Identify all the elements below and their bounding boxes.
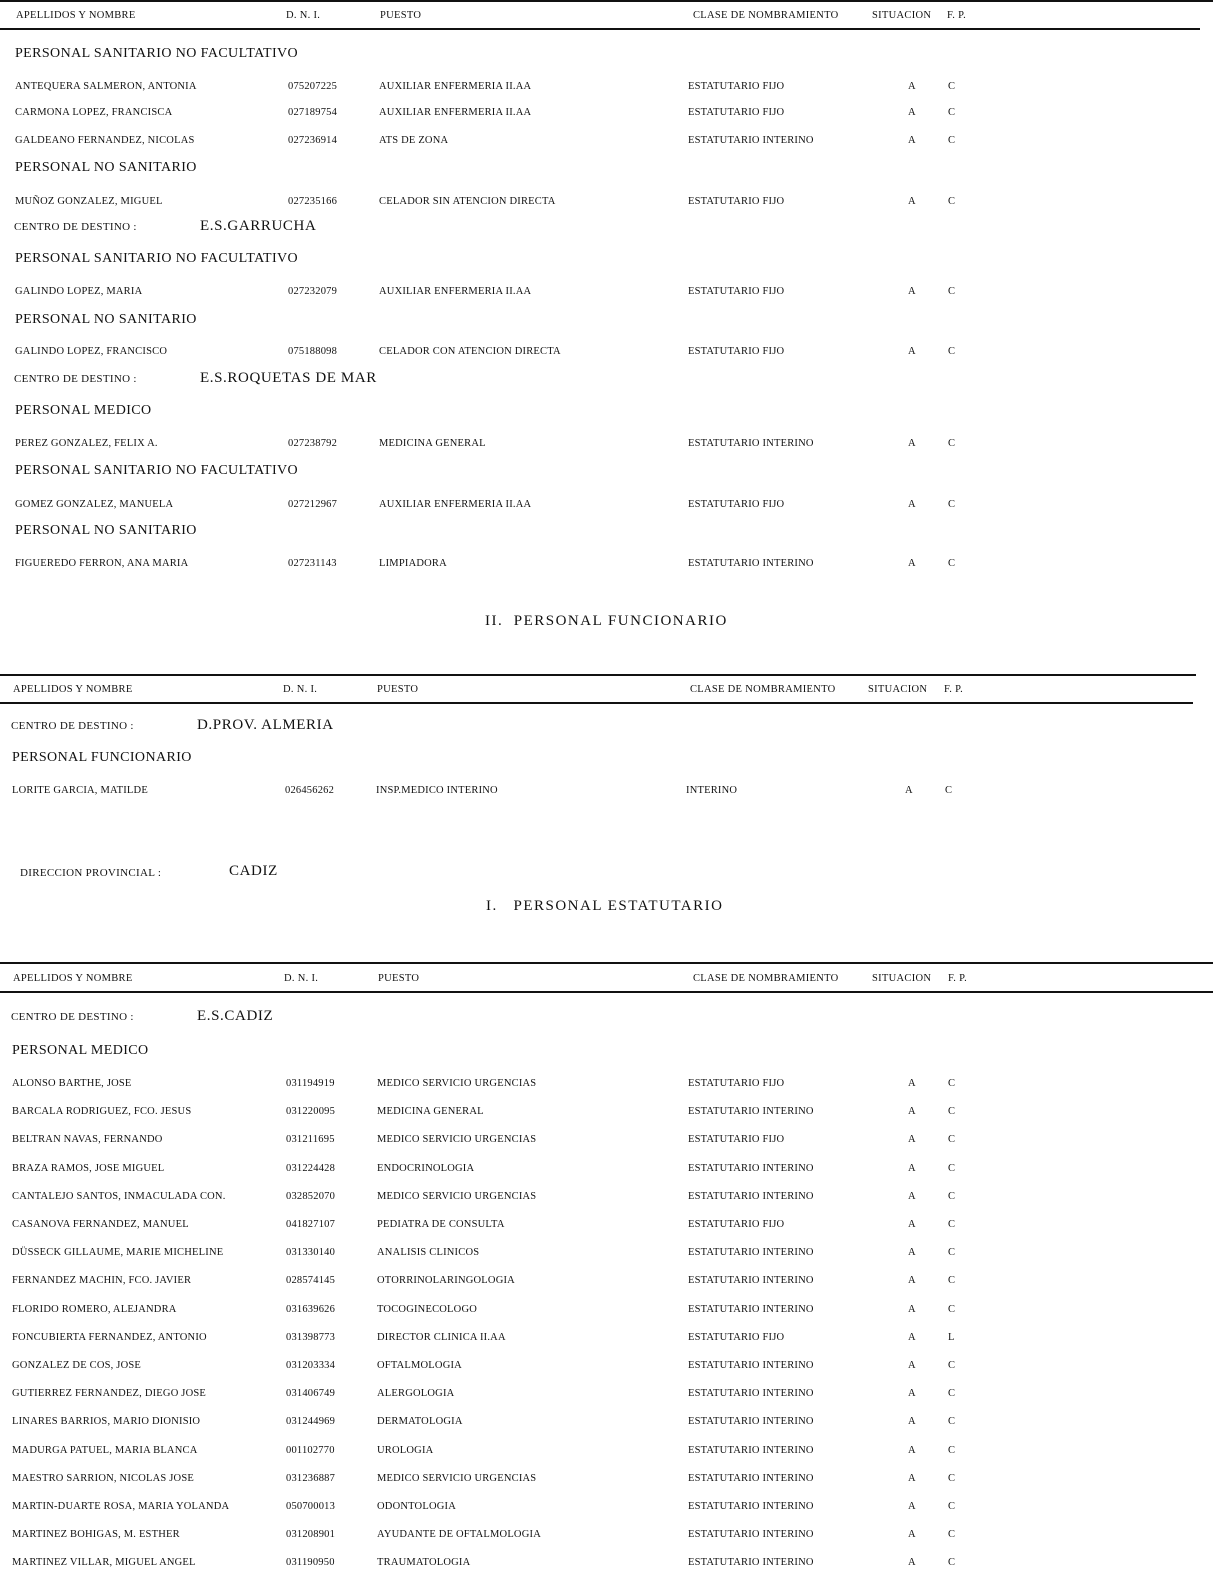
group-title: PERSONAL SANITARIO NO FACULTATIVO	[15, 46, 299, 61]
dni-cell: 032852070	[286, 1191, 336, 1202]
puesto-cell: AUXILIAR ENFERMERIA II.AA	[379, 107, 532, 118]
name-cell: GALINDO LOPEZ, MARIA	[15, 286, 143, 297]
col-header-puesto: PUESTO	[377, 684, 419, 695]
dni-cell: 031190950	[286, 1557, 335, 1568]
fp-cell: C	[948, 1275, 956, 1286]
group-title: PERSONAL NO SANITARIO	[15, 160, 197, 175]
fp-cell: C	[948, 1416, 956, 1427]
puesto-cell: MEDICINA GENERAL	[377, 1106, 484, 1117]
centro-destino-label: CENTRO DE DESTINO :	[11, 1011, 134, 1023]
group-title: PERSONAL MEDICO	[15, 403, 152, 418]
col-header-apellidos: APELLIDOS Y NOMBRE	[13, 973, 133, 984]
header-bottom-rule	[0, 28, 1200, 30]
situacion-cell: A	[908, 1163, 916, 1174]
situacion-cell: A	[908, 1360, 916, 1371]
col-header-situacion: SITUACION	[868, 684, 928, 695]
clase-cell: ESTATUTARIO FIJO	[688, 346, 785, 357]
clase-cell: ESTATUTARIO INTERINO	[688, 1529, 814, 1540]
col-header-puesto: PUESTO	[378, 973, 420, 984]
name-cell: FERNANDEZ MACHIN, FCO. JAVIER	[12, 1275, 192, 1286]
name-cell: GALDEANO FERNANDEZ, NICOLAS	[15, 135, 195, 146]
fp-cell: C	[948, 107, 956, 118]
puesto-cell: ODONTOLOGIA	[377, 1501, 456, 1512]
clase-cell: ESTATUTARIO FIJO	[688, 1219, 785, 1230]
dni-cell: 027232079	[288, 286, 338, 297]
col-header-situacion: SITUACION	[872, 973, 932, 984]
fp-cell: C	[948, 286, 956, 297]
group-title: PERSONAL SANITARIO NO FACULTATIVO	[15, 463, 299, 478]
clase-cell: ESTATUTARIO INTERINO	[688, 1247, 814, 1258]
situacion-cell: A	[908, 1219, 916, 1230]
dni-cell: 031398773	[286, 1332, 336, 1343]
fp-cell: C	[948, 1219, 956, 1230]
col-header-puesto: PUESTO	[380, 10, 422, 21]
section-title-funcionario: II. PERSONAL FUNCIONARIO	[485, 613, 728, 629]
name-cell: PEREZ GONZALEZ, FELIX A.	[15, 438, 158, 449]
fp-cell: L	[948, 1332, 955, 1343]
clase-cell: ESTATUTARIO FIJO	[688, 499, 785, 510]
name-cell: LORITE GARCIA, MATILDE	[12, 785, 148, 796]
col-header-apellidos: APELLIDOS Y NOMBRE	[13, 684, 133, 695]
fp-cell: C	[948, 1388, 956, 1399]
puesto-cell: DERMATOLOGIA	[377, 1416, 463, 1427]
clase-cell: ESTATUTARIO INTERINO	[688, 1501, 814, 1512]
col-header-fp: F. P.	[948, 973, 968, 984]
situacion-cell: A	[908, 1078, 916, 1089]
situacion-cell: A	[908, 1247, 916, 1258]
puesto-cell: ALERGOLOGIA	[377, 1388, 455, 1399]
col-header-dni: D. N. I.	[286, 10, 321, 21]
situacion-cell: A	[908, 499, 916, 510]
situacion-cell: A	[908, 1445, 916, 1456]
direccion-provincial-label: DIRECCION PROVINCIAL :	[20, 867, 162, 879]
situacion-cell: A	[908, 81, 916, 92]
name-cell: CARMONA LOPEZ, FRANCISCA	[15, 107, 173, 118]
col-header-dni: D. N. I.	[284, 973, 319, 984]
puesto-cell: MEDICINA GENERAL	[379, 438, 486, 449]
clase-cell: ESTATUTARIO INTERINO	[688, 438, 814, 449]
puesto-cell: AUXILIAR ENFERMERIA II.AA	[379, 499, 532, 510]
header-top-rule	[0, 0, 1213, 2]
name-cell: MARTIN-DUARTE ROSA, MARIA YOLANDA	[12, 1501, 230, 1512]
situacion-cell: A	[908, 1388, 916, 1399]
puesto-cell: ENDOCRINOLOGIA	[377, 1163, 475, 1174]
situacion-cell: A	[908, 1332, 916, 1343]
name-cell: BELTRAN NAVAS, FERNANDO	[12, 1134, 163, 1145]
clase-cell: ESTATUTARIO INTERINO	[688, 135, 814, 146]
name-cell: BARCALA RODRIGUEZ, FCO. JESUS	[12, 1106, 192, 1117]
fp-cell: C	[948, 1501, 956, 1512]
dni-cell: 028574145	[286, 1275, 336, 1286]
fp-cell: C	[948, 135, 956, 146]
header-bottom-rule	[0, 991, 1213, 993]
situacion-cell: A	[908, 1557, 916, 1568]
name-cell: CASANOVA FERNANDEZ, MANUEL	[12, 1219, 189, 1230]
dni-cell: 031236887	[286, 1473, 336, 1484]
fp-cell: C	[948, 1557, 956, 1568]
situacion-cell: A	[908, 1191, 916, 1202]
group-title: PERSONAL NO SANITARIO	[15, 523, 197, 538]
col-header-fp: F. P.	[947, 10, 967, 21]
centro-destino-name: E.S.CADIZ	[197, 1008, 274, 1024]
puesto-cell: LIMPIADORA	[379, 558, 447, 569]
clase-cell: ESTATUTARIO FIJO	[688, 196, 785, 207]
fp-cell: C	[948, 1134, 956, 1145]
fp-cell: C	[948, 1163, 956, 1174]
fp-cell: C	[948, 196, 956, 207]
clase-cell: ESTATUTARIO INTERINO	[688, 1106, 814, 1117]
header-bottom-rule	[0, 702, 1193, 704]
header-top-rule	[0, 962, 1213, 964]
name-cell: FIGUEREDO FERRON, ANA MARIA	[15, 558, 189, 569]
dni-cell: 031330140	[286, 1247, 336, 1258]
situacion-cell: A	[908, 135, 916, 146]
dni-cell: 031194919	[286, 1078, 335, 1089]
puesto-cell: OTORRINOLARINGOLOGIA	[377, 1275, 515, 1286]
fp-cell: C	[948, 1304, 956, 1315]
centro-destino-label: CENTRO DE DESTINO :	[11, 720, 134, 732]
clase-cell: ESTATUTARIO FIJO	[688, 81, 785, 92]
name-cell: MARTINEZ VILLAR, MIGUEL ANGEL	[12, 1557, 196, 1568]
clase-cell: ESTATUTARIO INTERINO	[688, 1388, 814, 1399]
dni-cell: 026456262	[285, 785, 335, 796]
puesto-cell: CELADOR SIN ATENCION DIRECTA	[379, 196, 556, 207]
dni-cell: 027235166	[288, 196, 338, 207]
group-title: PERSONAL MEDICO	[12, 1043, 149, 1058]
situacion-cell: A	[908, 346, 916, 357]
header-top-rule	[0, 674, 1196, 676]
dni-cell: 027231143	[288, 558, 337, 569]
fp-cell: C	[948, 1445, 956, 1456]
fp-cell: C	[948, 1191, 956, 1202]
direccion-provincial-value: CADIZ	[229, 863, 278, 879]
situacion-cell: A	[905, 785, 913, 796]
situacion-cell: A	[908, 1529, 916, 1540]
clase-cell: INTERINO	[686, 785, 738, 796]
fp-cell: C	[948, 438, 956, 449]
clase-cell: ESTATUTARIO FIJO	[688, 286, 785, 297]
puesto-cell: DIRECTOR CLINICA II.AA	[377, 1332, 506, 1343]
centro-destino-name: E.S.ROQUETAS DE MAR	[200, 370, 377, 386]
situacion-cell: A	[908, 1473, 916, 1484]
fp-cell: C	[948, 558, 956, 569]
col-header-situacion: SITUACION	[872, 10, 932, 21]
name-cell: GUTIERREZ FERNANDEZ, DIEGO JOSE	[12, 1388, 207, 1399]
centro-destino-name: E.S.GARRUCHA	[200, 218, 317, 234]
name-cell: ANTEQUERA SALMERON, ANTONIA	[15, 81, 197, 92]
clase-cell: ESTATUTARIO INTERINO	[688, 1191, 814, 1202]
situacion-cell: A	[908, 107, 916, 118]
col-header-clase: CLASE DE NOMBRAMIENTO	[693, 10, 839, 21]
puesto-cell: INSP.MEDICO INTERINO	[376, 785, 498, 796]
dni-cell: 031203334	[286, 1360, 336, 1371]
section-title-estatutario: I. PERSONAL ESTATUTARIO	[486, 898, 724, 914]
centro-destino-label: CENTRO DE DESTINO :	[14, 221, 137, 233]
dni-cell: 075188098	[288, 346, 338, 357]
clase-cell: ESTATUTARIO FIJO	[688, 1078, 785, 1089]
dni-cell: 031211695	[286, 1134, 335, 1145]
dni-cell: 075207225	[288, 81, 338, 92]
clase-cell: ESTATUTARIO INTERINO	[688, 1304, 814, 1315]
situacion-cell: A	[908, 1275, 916, 1286]
name-cell: ALONSO BARTHE, JOSE	[12, 1078, 132, 1089]
puesto-cell: TOCOGINECOLOGO	[377, 1304, 478, 1315]
dni-cell: 031406749	[286, 1388, 336, 1399]
name-cell: FONCUBIERTA FERNANDEZ, ANTONIO	[12, 1332, 207, 1343]
puesto-cell: PEDIATRA DE CONSULTA	[377, 1219, 505, 1230]
group-title: PERSONAL SANITARIO NO FACULTATIVO	[15, 251, 299, 266]
puesto-cell: AUXILIAR ENFERMERIA II.AA	[379, 81, 532, 92]
fp-cell: C	[945, 785, 953, 796]
fp-cell: C	[948, 1473, 956, 1484]
clase-cell: ESTATUTARIO FIJO	[688, 1332, 785, 1343]
fp-cell: C	[948, 1106, 956, 1117]
clase-cell: ESTATUTARIO INTERINO	[688, 1557, 814, 1568]
dni-cell: 027212967	[288, 499, 338, 510]
dni-cell: 031639626	[286, 1304, 336, 1315]
dni-cell: 041827107	[286, 1219, 336, 1230]
puesto-cell: MEDICO SERVICIO URGENCIAS	[377, 1078, 537, 1089]
clase-cell: ESTATUTARIO INTERINO	[688, 1360, 814, 1371]
dni-cell: 027238792	[288, 438, 338, 449]
dni-cell: 050700013	[286, 1501, 336, 1512]
clase-cell: ESTATUTARIO INTERINO	[688, 1416, 814, 1427]
clase-cell: ESTATUTARIO INTERINO	[688, 558, 814, 569]
group-title: PERSONAL FUNCIONARIO	[12, 750, 192, 765]
situacion-cell: A	[908, 286, 916, 297]
col-header-fp: F. P.	[944, 684, 964, 695]
name-cell: MUÑOZ GONZALEZ, MIGUEL	[15, 196, 163, 207]
situacion-cell: A	[908, 438, 916, 449]
dni-cell: 027189754	[288, 107, 338, 118]
clase-cell: ESTATUTARIO FIJO	[688, 107, 785, 118]
name-cell: GONZALEZ DE COS, JOSE	[12, 1360, 142, 1371]
clase-cell: ESTATUTARIO INTERINO	[688, 1163, 814, 1174]
puesto-cell: UROLOGIA	[377, 1445, 434, 1456]
fp-cell: C	[948, 1078, 956, 1089]
fp-cell: C	[948, 346, 956, 357]
col-header-dni: D. N. I.	[283, 684, 318, 695]
puesto-cell: TRAUMATOLOGIA	[377, 1557, 471, 1568]
clase-cell: ESTATUTARIO INTERINO	[688, 1473, 814, 1484]
puesto-cell: ANALISIS CLINICOS	[377, 1247, 480, 1258]
name-cell: GOMEZ GONZALEZ, MANUELA	[15, 499, 174, 510]
name-cell: DÜSSECK GILLAUME, MARIE MICHELINE	[12, 1247, 224, 1258]
fp-cell: C	[948, 1360, 956, 1371]
situacion-cell: A	[908, 1106, 916, 1117]
puesto-cell: CELADOR CON ATENCION DIRECTA	[379, 346, 561, 357]
name-cell: CANTALEJO SANTOS, INMACULADA CON.	[12, 1191, 226, 1202]
situacion-cell: A	[908, 196, 916, 207]
puesto-cell: MEDICO SERVICIO URGENCIAS	[377, 1473, 537, 1484]
situacion-cell: A	[908, 1304, 916, 1315]
group-title: PERSONAL NO SANITARIO	[15, 312, 197, 327]
puesto-cell: AUXILIAR ENFERMERIA II.AA	[379, 286, 532, 297]
centro-destino-name: D.PROV. ALMERIA	[197, 717, 334, 733]
situacion-cell: A	[908, 1134, 916, 1145]
col-header-clase: CLASE DE NOMBRAMIENTO	[690, 684, 836, 695]
name-cell: MADURGA PATUEL, MARIA BLANCA	[12, 1445, 198, 1456]
dni-cell: 001102770	[286, 1445, 335, 1456]
puesto-cell: OFTALMOLOGIA	[377, 1360, 462, 1371]
situacion-cell: A	[908, 558, 916, 569]
dni-cell: 031244969	[286, 1416, 336, 1427]
dni-cell: 031220095	[286, 1106, 336, 1117]
clase-cell: ESTATUTARIO INTERINO	[688, 1275, 814, 1286]
name-cell: FLORIDO ROMERO, ALEJANDRA	[12, 1304, 177, 1315]
col-header-apellidos: APELLIDOS Y NOMBRE	[16, 10, 136, 21]
fp-cell: C	[948, 81, 956, 92]
situacion-cell: A	[908, 1501, 916, 1512]
name-cell: MARTINEZ BOHIGAS, M. ESTHER	[12, 1529, 180, 1540]
dni-cell: 027236914	[288, 135, 338, 146]
name-cell: GALINDO LOPEZ, FRANCISCO	[15, 346, 168, 357]
puesto-cell: MEDICO SERVICIO URGENCIAS	[377, 1134, 537, 1145]
clase-cell: ESTATUTARIO INTERINO	[688, 1445, 814, 1456]
name-cell: LINARES BARRIOS, MARIO DIONISIO	[12, 1416, 201, 1427]
fp-cell: C	[948, 499, 956, 510]
dni-cell: 031208901	[286, 1529, 336, 1540]
fp-cell: C	[948, 1247, 956, 1258]
centro-destino-label: CENTRO DE DESTINO :	[14, 373, 137, 385]
clase-cell: ESTATUTARIO FIJO	[688, 1134, 785, 1145]
name-cell: BRAZA RAMOS, JOSE MIGUEL	[12, 1163, 165, 1174]
puesto-cell: MEDICO SERVICIO URGENCIAS	[377, 1191, 537, 1202]
fp-cell: C	[948, 1529, 956, 1540]
dni-cell: 031224428	[286, 1163, 336, 1174]
situacion-cell: A	[908, 1416, 916, 1427]
puesto-cell: ATS DE ZONA	[379, 135, 449, 146]
puesto-cell: AYUDANTE DE OFTALMOLOGIA	[377, 1529, 541, 1540]
col-header-clase: CLASE DE NOMBRAMIENTO	[693, 973, 839, 984]
name-cell: MAESTRO SARRION, NICOLAS JOSE	[12, 1473, 194, 1484]
